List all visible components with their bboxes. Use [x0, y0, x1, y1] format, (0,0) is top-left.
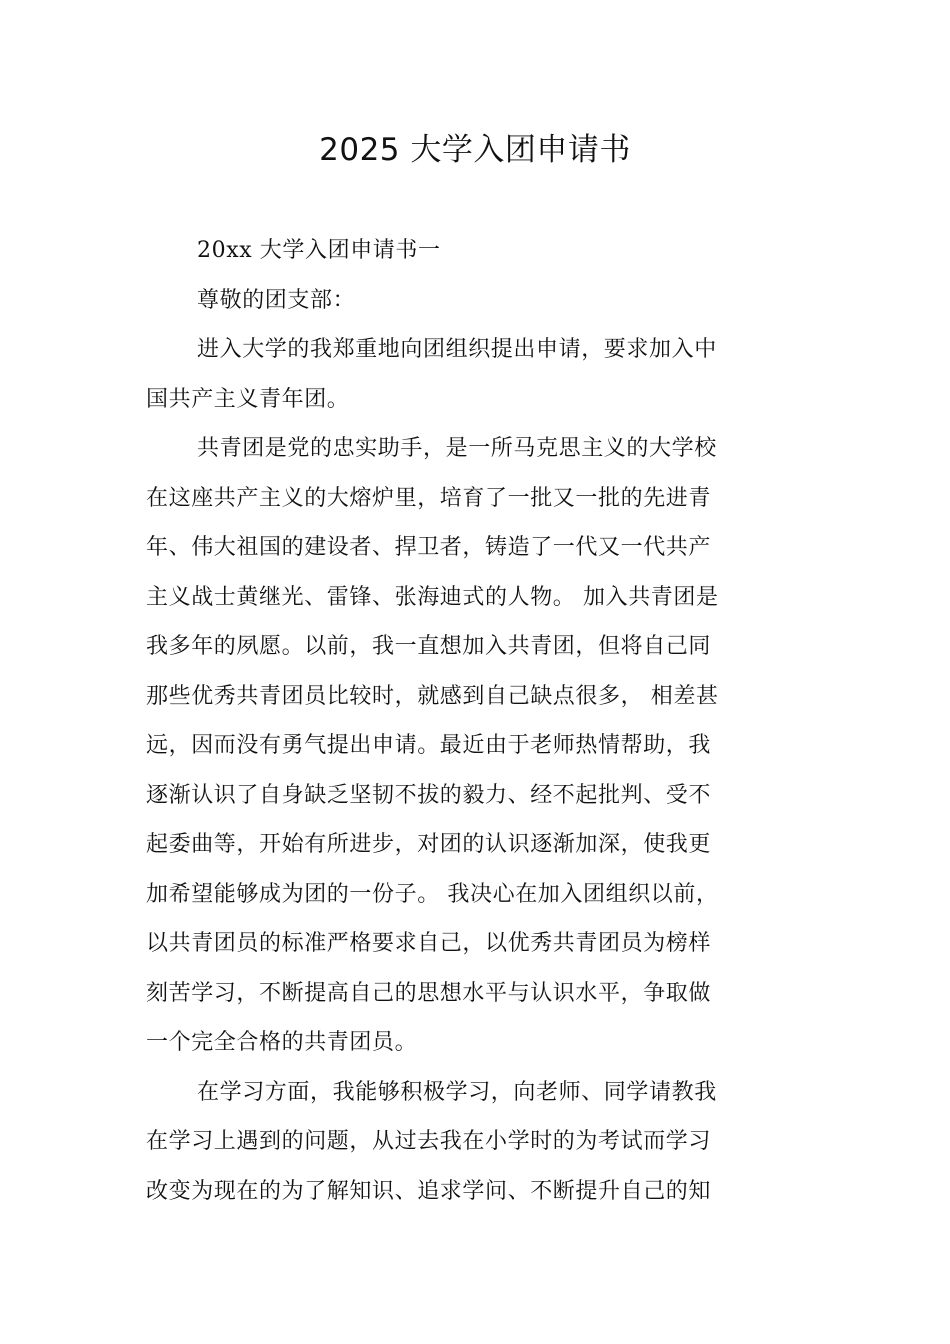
text-line: 刻苦学习，不断提高自己的思想水平与认识水平，争取做	[146, 980, 712, 1006]
text-line: 年、伟大祖国的建设者、捍卫者，铸造了一代又一代共产	[146, 535, 712, 560]
text-line: 进入大学的我郑重地向团组织提出申请，要求加入中	[197, 337, 717, 362]
document-title: 2025 大学入团申请书	[319, 132, 631, 168]
text-line: 加希望能够成为团的一份子。 我决心在加入团组织以前，	[146, 881, 719, 907]
text-line: 那些优秀共青团员比较时，就感到自己缺点很多， 相差甚	[146, 683, 719, 709]
text-line: 改变为现在的为了解知识、追求学问、不断提升自己的知	[146, 1178, 712, 1204]
text-line: 起委曲等，开始有所进步，对团的认识逐渐加深，使我更	[146, 832, 712, 857]
text-line: 在学习上遇到的问题，从过去我在小学时的为考试而学习	[146, 1129, 712, 1154]
text-line: 在学习方面，我能够积极学习，向老师、同学请教我	[197, 1079, 717, 1105]
text-line: 国共产主义青年团。	[146, 386, 350, 412]
text-line: 以共青团员的标准严格要求自己，以优秀共青团员为榜样	[146, 931, 712, 956]
text-line: 主义战士黄继光、雷锋、张海迪式的人物。 加入共青团是	[146, 584, 719, 610]
text-line: 共青团是党的忠实助手，是一所马克思主义的大学校	[197, 436, 717, 461]
text-line: 尊敬的团支部：	[197, 287, 356, 313]
text-line: 逐渐认识了自身缺乏坚韧不拔的毅力、经不起批判、受不	[146, 782, 712, 808]
text-line: 我多年的夙愿。以前，我一直想加入共青团，但将自己同	[146, 634, 712, 659]
text-line: 远，因而没有勇气提出申请。最近由于老师热情帮助，我	[146, 733, 712, 758]
text-line: 在这座共产主义的大熔炉里，培育了一批又一批的先进青	[146, 485, 712, 511]
text-line: 20xx 大学入团申请书一	[197, 238, 441, 263]
text-line: 一个完全合格的共青团员。	[146, 1030, 418, 1055]
document-body	[146, 226, 806, 1216]
